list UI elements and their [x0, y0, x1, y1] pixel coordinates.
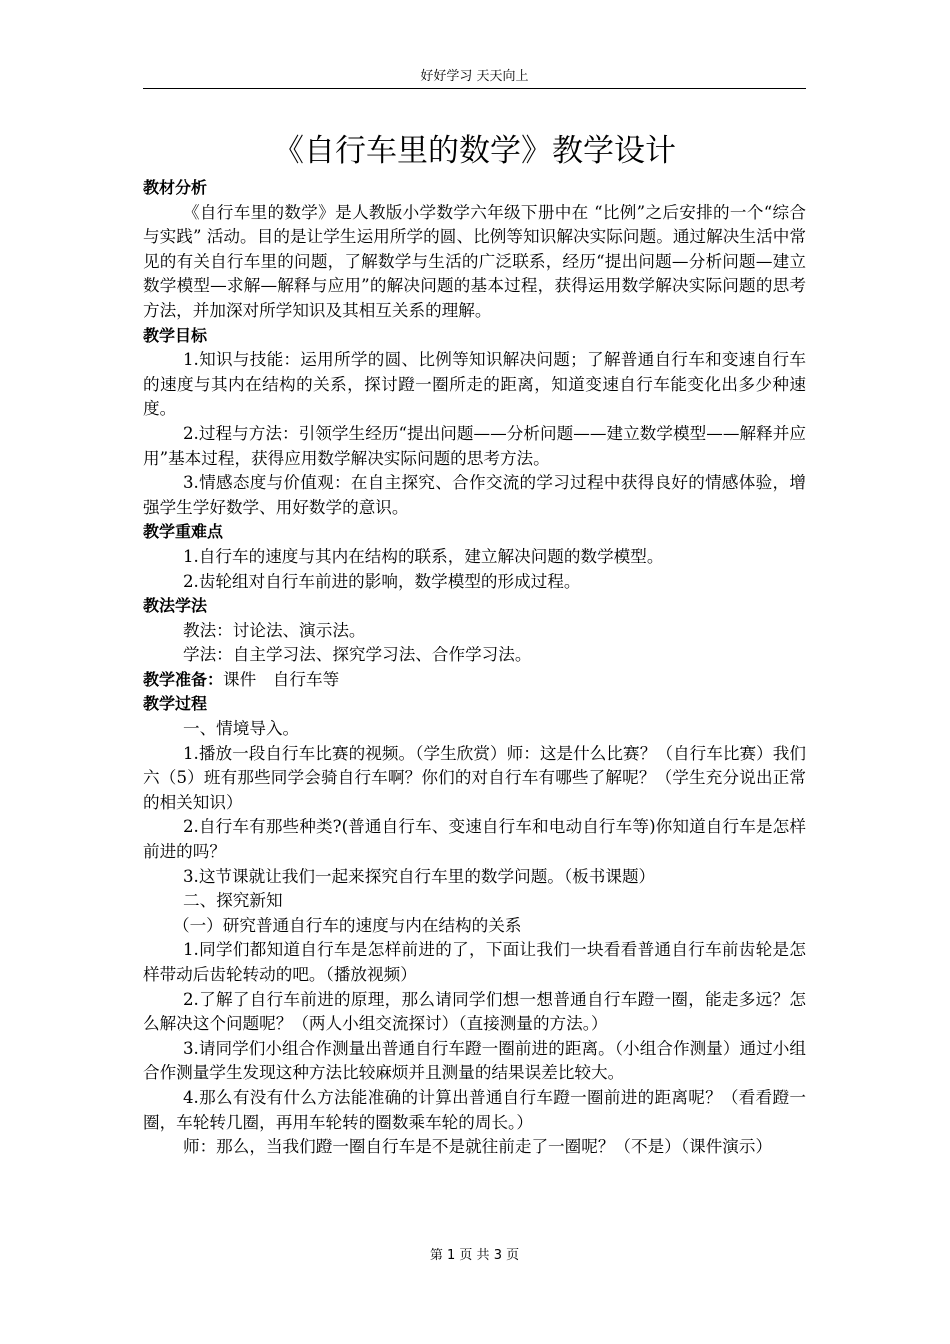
- document-body: [143, 176, 806, 1160]
- section-heading-prep: 教学准备：: [143, 669, 224, 689]
- paragraph: 1.自行车的速度与其内在结构的联系，建立解决问题的数学模型。: [183, 546, 664, 566]
- paragraph: 3.情感态度与价值观：在自主探究、合作交流的学习过程中获得良好的情感体验，增强学生学好数学、用好数学的意识。: [143, 473, 806, 517]
- prep-line: [143, 668, 806, 693]
- section-heading-analysis: 教材分析: [143, 178, 208, 197]
- paragraph: 3.这节课就让我们一起来探究自行车里的数学问题。（板书课题）: [183, 866, 656, 886]
- paragraph: 2.自行车有那些种类?(普通自行车、变速自行车和电动自行车等)你知道自行车是怎样前进的吗？: [143, 817, 806, 862]
- section-heading-keypoints: 教学重难点: [143, 522, 224, 542]
- page-header: 好好学习 天天向上: [420, 69, 529, 84]
- section-heading-methods: 教法学法: [143, 596, 208, 616]
- page-footer: 第 1 页 共 3 页: [429, 1248, 520, 1263]
- section-heading-process: 教学过程: [143, 694, 208, 714]
- paragraph: 2.齿轮组对自行车前进的影响，数学模型的形成过程。: [183, 571, 581, 591]
- header-divider: [143, 88, 806, 89]
- document-title: 《自行车里的数学》教学设计: [273, 133, 676, 169]
- paragraph: 学法：自主学习法、探究学习法、合作学习法。: [183, 645, 532, 665]
- section-heading-goals: 教学目标: [143, 325, 208, 345]
- prep-value: 课件 自行车等: [223, 669, 340, 689]
- paragraph: 2.了解了自行车前进的原理，那么请同学们想一想普通自行车蹬一圈，能走多远？怎么解决这个问题呢？（两人小组交流探讨）（直接测量的方法。）: [143, 989, 806, 1034]
- paragraph: 二、探究新知: [183, 891, 283, 911]
- paragraph: 2.过程与方法：引领学生经历“提出问题——分析问题——建立数学模型——解释并应用”基本过程，获得应用数学解决实际问题的思考方法。: [143, 423, 806, 468]
- paragraph: 1.播放一段自行车比赛的视频。（学生欣赏）师：这是什么比赛？（自行车比赛）我们六（5）班有那些同学会骑自行车啊？你们的对自行车有哪些了解呢？（学生充分说出正常的相关知识）: [143, 743, 806, 812]
- paragraph: （一）研究普通自行车的速度与内在结构的关系: [173, 915, 522, 935]
- paragraph: 一、情境导入。: [183, 719, 300, 739]
- paragraph: 1.知识与技能：运用所学的圆、比例等知识解决问题；了解普通自行车和变速自行车的速度与其内在结构的关系，探讨蹬一圈所走的距离，知道变速自行车能变化出多少种速度。: [143, 350, 806, 419]
- paragraph: 1.同学们都知道自行车是怎样前进的了，下面让我们一块看看普通自行车前齿轮是怎样带动后齿轮转动的吧。（播放视频）: [143, 940, 806, 984]
- paragraph: 《自行车里的数学》是人教版小学数学六年级下册中在 “比例”之后安排的一个“综合与实践” 活动。目的是让学生运用所学的圆、比例等知识解决实际问题。通过解决生活中常见的有关自行车里的问题，了解数学与生活的广泛联系，经历“提出问题—分析问题—建立数学模型—求解—解释与应用”的解决问题的基本过程，获得运用数学解决实际问题的思考方法，并加深对所学知识及其相互关系的理解。: [143, 202, 806, 320]
- paragraph: 师：那么，当我们蹬一圈自行车是不是就往前走了一圈呢？（不是）（课件演示）: [183, 1137, 773, 1157]
- paragraph: 4.那么有没有什么方法能准确的计算出普通自行车蹬一圈前进的距离呢？（看看蹬一圈，车轮转几圈，再用车轮转的圈数乘车轮的周长。）: [143, 1087, 806, 1132]
- paragraph: 教法：讨论法、演示法。: [183, 620, 366, 640]
- paragraph: 3.请同学们小组合作测量出普通自行车蹬一圈前进的距离。（小组合作测量）通过小组合作测量学生发现这种方法比较麻烦并且测量的结果误差比较大。: [143, 1038, 806, 1083]
